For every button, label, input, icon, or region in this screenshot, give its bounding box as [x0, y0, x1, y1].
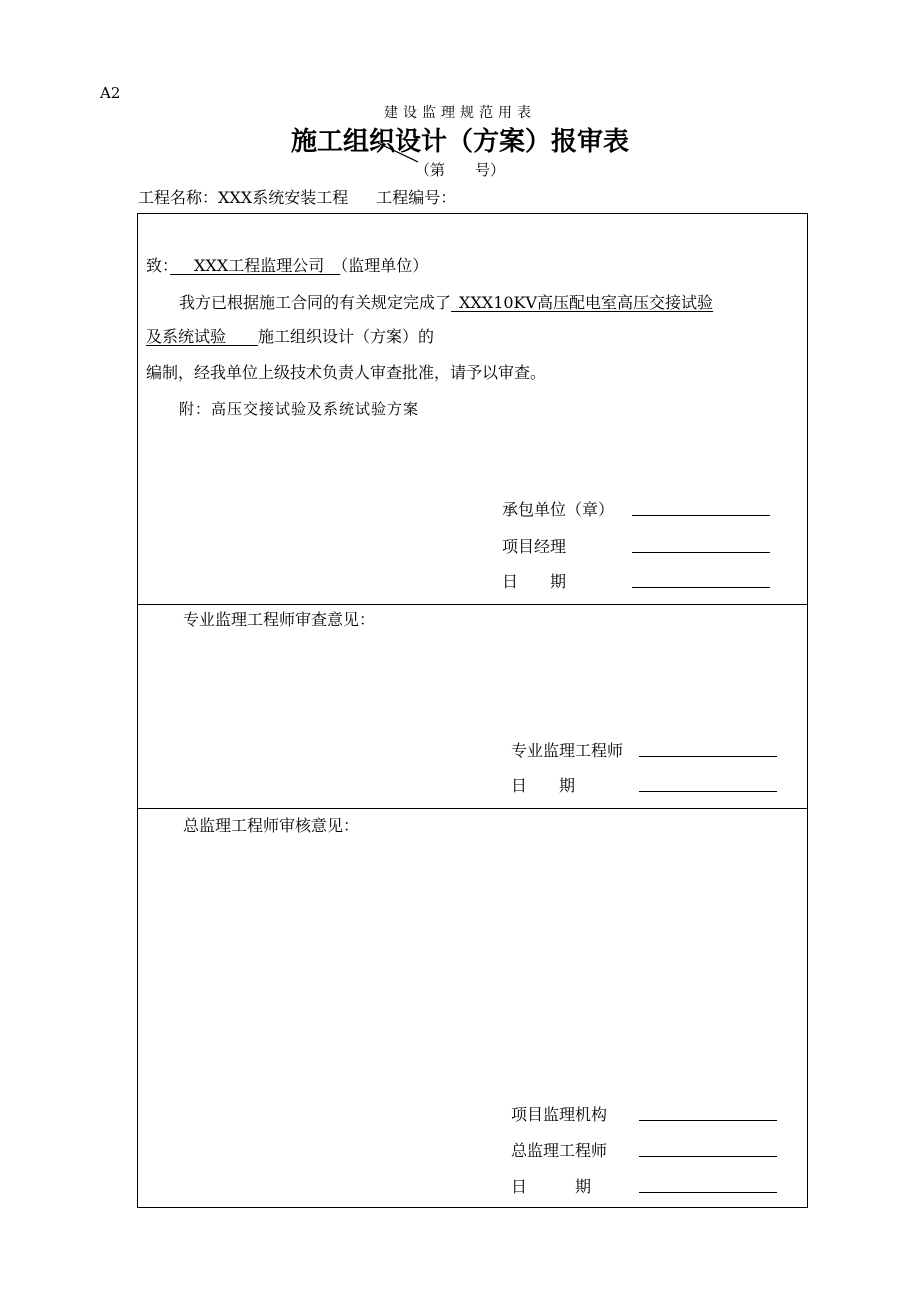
to-label: 致：: [146, 256, 171, 275]
supervisor-suffix: （监理单位）: [340, 256, 429, 275]
manager-signature-field[interactable]: [632, 552, 770, 553]
project-title-field-2[interactable]: 及系统试验: [146, 327, 227, 346]
project-info-line: [138, 185, 456, 208]
chief-review-heading: 总监理工程师审核意见：: [183, 816, 360, 835]
engineer-review-heading: 专业监理工程师审查意见：: [183, 610, 376, 629]
attachment-line: 附：高压交接试验及系统试验方案: [179, 400, 420, 418]
page-title: 施工组织设计（方案）报审表: [290, 127, 629, 157]
contractor-signature-field[interactable]: [632, 515, 770, 516]
body-line-2: [146, 324, 434, 347]
date-label-2: 日 期: [511, 776, 576, 795]
date-field-1[interactable]: [632, 587, 770, 588]
form-code: A2: [100, 84, 121, 102]
manager-label: 项目经理: [502, 537, 567, 556]
date-label-1: 日 期: [502, 572, 567, 591]
body-line-3: 编制，经我单位上级技术负责人审查批准，请予以审查。: [146, 363, 547, 382]
engineer-label: 专业监理工程师: [511, 741, 624, 760]
date-field-3[interactable]: [639, 1192, 777, 1193]
project-number-label: 工程编号：: [376, 188, 457, 207]
supervisor-field[interactable]: XXX工程监理公司: [194, 256, 325, 275]
contractor-label: 承包单位（章）: [502, 500, 615, 519]
body-suffix: 施工组织设计（方案）的: [258, 327, 435, 346]
chief-label: 总监理工程师: [511, 1141, 608, 1160]
engineer-signature-field[interactable]: [639, 756, 777, 757]
project-title-field-1[interactable]: XXX10KV高压配电室高压交接试验: [459, 293, 714, 312]
org-signature-field[interactable]: [639, 1120, 777, 1121]
section-divider: [137, 808, 808, 809]
body-line-1: [179, 290, 713, 313]
body-prefix: 我方已根据施工合同的有关规定完成了: [179, 293, 452, 312]
date-label-3: 日 期: [511, 1177, 592, 1196]
chief-signature-field[interactable]: [639, 1156, 777, 1157]
date-field-2[interactable]: [639, 791, 777, 792]
recipient-line: [146, 253, 428, 276]
org-label: 项目监理机构: [511, 1105, 608, 1124]
section-divider: [137, 604, 808, 605]
project-name-label: 工程名称：: [138, 188, 219, 207]
form-subtitle: 建设监理规范用表: [384, 105, 536, 121]
project-name-value[interactable]: XXX系统安装工程: [218, 188, 349, 207]
form-number: （第 号）: [414, 161, 505, 179]
